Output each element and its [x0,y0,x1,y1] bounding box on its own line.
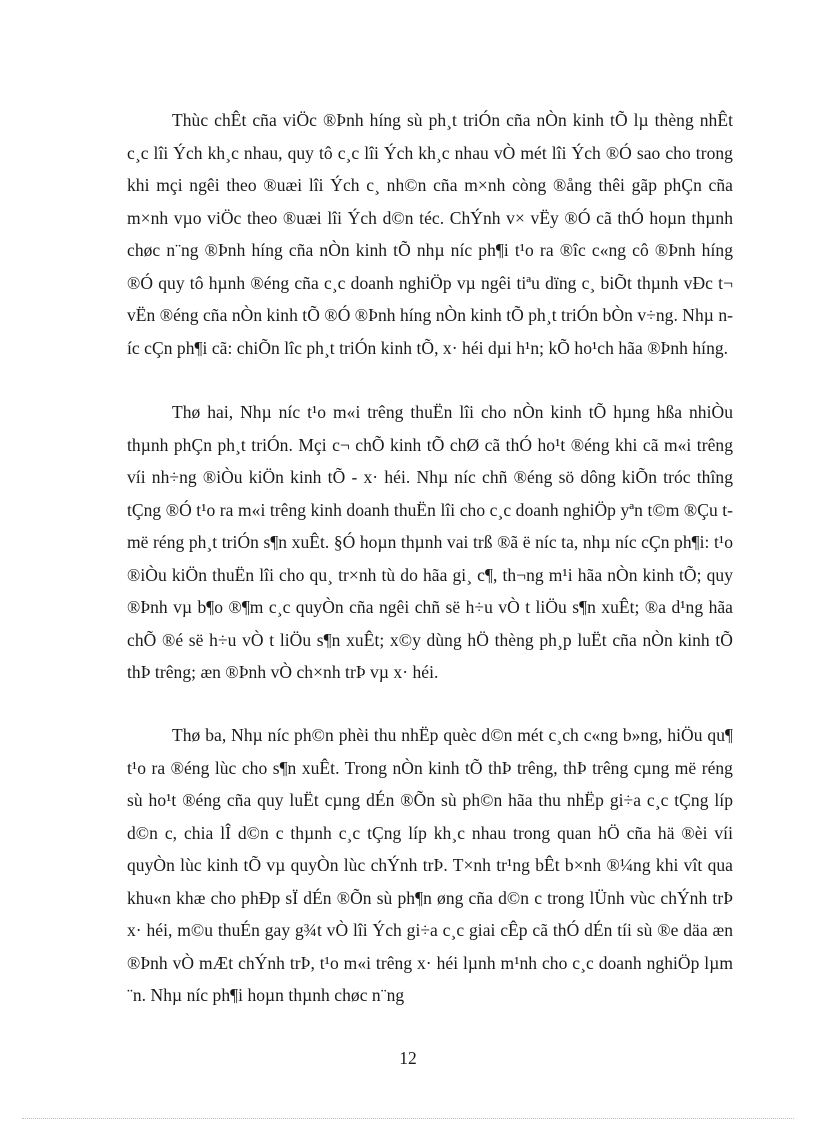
page-bottom-divider [22,1118,794,1119]
page-number: 12 [399,1048,417,1068]
paragraph-1: Thùc chÊt cña viÖc ®Þnh híng sù ph¸t triÓn cña nÒn kinh tÕ lµ thèng nhÊt c¸c lîi Ých kh¸c nhau, quy tô c¸c lîi Ých kh¸c nhau vÒ mét lîi Ých ®Ó sao cho trong khi mçi ngêi theo ®uæi lîi Ých c¸ nh©n cña m×nh còng ®ång thêi gãp phÇn cña m×nh vµo viÖc theo ®uæi lîi Ých d©n téc. ChÝnh v× vËy ®Ó cã thÓ hoµn thµnh chøc n¨ng ®Þnh híng cña nÒn kinh tÕ nhµ níc ph¶i t¹o ra ®îc c«ng cô ®Þnh híng ®Ó quy tô hµnh ®éng cña c¸c doanh nghiÖp vµ ngêi tiªu dïng c¸ biÕt thµnh vÐc t¬ vËn ®éng cña nÒn kinh tÕ ®Ó ®Þnh híng nÒn kinh tÕ ph¸t triÓn bÒn v÷ng. Nhµ níc cÇn ph¶i cã: chiÕn lîc ph¸t triÓn kinh tÕ, x· héi dµi h¹n; kÕ ho¹ch hãa ®Þnh híng. [127,110,733,358]
paragraph-2: Thø hai, Nhµ níc t¹o m«i trêng thuËn lîi cho nÒn kinh tÕ hµng hßa nhiÒu thµnh phÇn ph¸t triÓn. Mçi c¬ chÕ kinh tÕ chØ cã thÓ ho¹t ®éng khi cã m«i trêng víi nh÷ng ®iÒu kiÖn kinh tÕ - x· héi. Nhµ níc chñ ®éng sö dông kiÕn tróc thîng tÇng ®Ó t¹o ra m«i trêng kinh doanh thuËn lîi cho c¸c doanh nghiÖp yªn t©m ®Çu t më réng ph¸t triÓn s¶n xuÊt. §Ó hoµn thµnh vai trß ®ã ë níc ta, nhµ níc cÇn ph¶i: t¹o ®iÒu kiÖn thuËn lîi cho qu¸ tr×nh tù do hãa gi¸ c¶, th¬ng m¹i hãa nÒn kinh tÕ; quy ®Þnh vµ b¶o ®¶m c¸c quyÒn cña ngêi chñ së h÷u vÒ t liÖu s¶n xuÊt; ®a d¹ng hãa chÕ ®é së h÷u vÒ t liÖu s¶n xuÊt; x©y dùng hÖ thèng ph¸p luËt cña nÒn kinh tÕ thÞ trêng; æn ®Þnh vÒ ch×nh trÞ vµ x· héi. [127,402,733,682]
paragraph-3: Thø ba, Nhµ níc ph©n phèi thu nhËp quèc d©n mét c¸ch c«ng b»ng, hiÖu qu¶ t¹o ra ®éng lùc cho s¶n xuÊt. Trong nÒn kinh tÕ thÞ trêng, thÞ trêng cµng më réng sù ho¹t ®éng cña quy luËt cµng dÉn ®Õn sù ph©n hãa thu nhËp gi÷a c¸c tÇng líp d©n c, chia lÎ d©n c thµnh c¸c tÇng líp kh¸c nhau trong quan hÖ cña hä ®èi víi quyÒn lùc kinh tÕ vµ quyÒn lùc chÝnh trÞ. T×nh tr¹ng bÊt b×nh ®¼ng khi vît qua khu«n khæ cho phÐp sÏ dÉn ®Õn sù ph¶n øng cña d©n c trong lÜnh vùc chÝnh trÞ x· héi, m©u thuÉn gay g¾t vÒ lîi Ých gi÷a c¸c giai cÊp cã thÓ dÉn tíi sù ®e däa æn ®Þnh vÒ mÆt chÝnh trÞ, t¹o m«i trêng x· héi lµnh m¹nh cho c¸c doanh nghiÖp lµm ¨n. Nhµ níc ph¶i hoµn thµnh chøc n¨ng [127,725,733,1005]
